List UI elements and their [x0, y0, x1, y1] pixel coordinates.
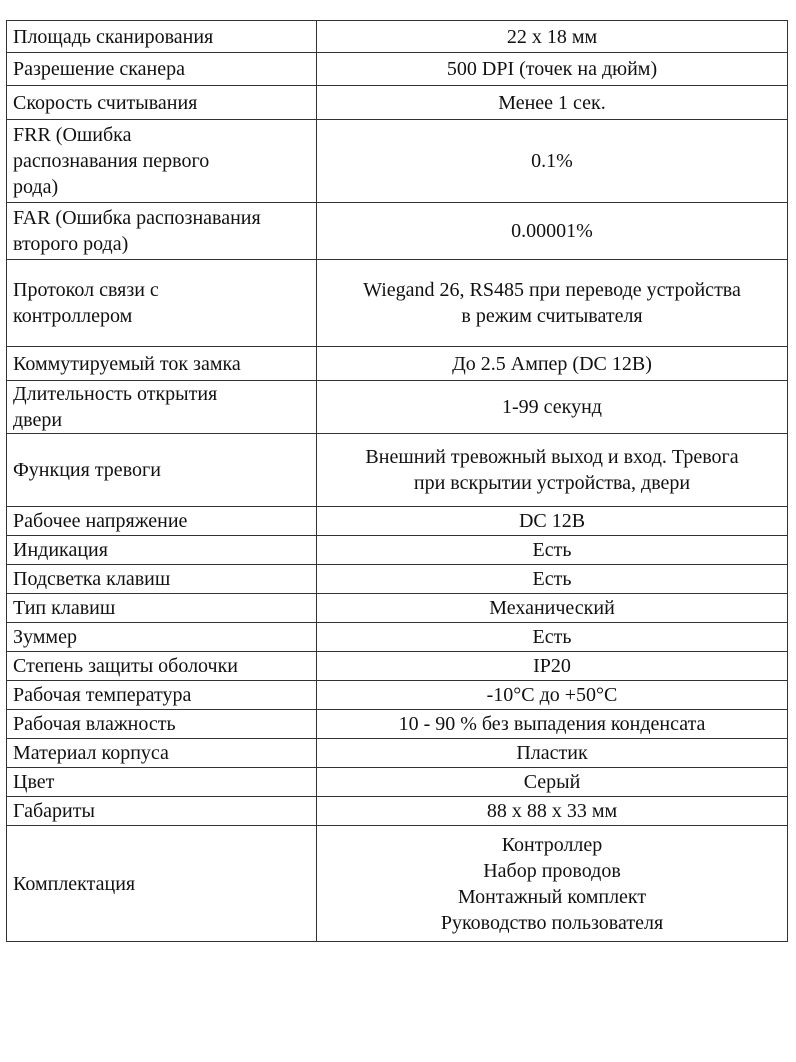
table-row [7, 826, 788, 942]
param-cell [7, 565, 317, 594]
table-row [7, 53, 788, 86]
table-row [7, 739, 788, 768]
table-row [7, 797, 788, 826]
param-label: Рабочая влажность [13, 713, 176, 735]
param-cell [7, 594, 317, 623]
value-line: Монтажный комплект [457, 885, 647, 908]
value-line: Механический [489, 597, 615, 619]
table-row [7, 120, 788, 203]
value-line: Wiegand 26, RS485 при переводе устройства [363, 279, 741, 301]
param-label: Коммутируемый ток замка [13, 352, 241, 375]
value-line: 22 x 18 мм [506, 25, 598, 48]
value-cell [317, 507, 788, 536]
param-label: Скорость считывания [13, 91, 198, 114]
param-cell [7, 347, 317, 381]
param-label: Материал корпуса [13, 742, 169, 764]
param-cell [7, 203, 317, 260]
value-cell [317, 652, 788, 681]
param-cell [7, 623, 317, 652]
param-label: Площадь сканирования [13, 25, 214, 48]
value-line: Есть [532, 626, 572, 648]
value-line: 0.00001% [511, 220, 593, 242]
value-line: Контроллер [501, 833, 603, 856]
value-line: Руководство пользователя [440, 911, 664, 934]
value-line: 88 x 88 x 33 мм [486, 800, 618, 822]
value-line: 500 DPI (точек на дюйм) [446, 58, 658, 80]
table-row [7, 434, 788, 507]
table-row [7, 536, 788, 565]
param-cell [7, 652, 317, 681]
table-row [7, 768, 788, 797]
value-line: при вскрытии устройства, двери [413, 472, 691, 494]
value-cell [317, 381, 788, 434]
param-label: Комплектация [13, 872, 136, 895]
value-cell [317, 21, 788, 53]
param-cell [7, 739, 317, 768]
param-cell [7, 768, 317, 797]
param-label: Функция тревоги [13, 459, 161, 481]
table-row [7, 21, 788, 53]
param-cell [7, 86, 317, 120]
param-cell [7, 536, 317, 565]
param-label: Рабочее напряжение [13, 510, 188, 532]
value-line: До 2.5 Ампер (DC 12В) [452, 352, 652, 375]
table-row [7, 681, 788, 710]
value-cell [317, 260, 788, 347]
value-line: Внешний тревожный выход и вход. Тревога [365, 446, 739, 468]
value-line: Менее 1 сек. [498, 91, 606, 114]
param-label: Тип клавиш [13, 597, 116, 619]
table-row [7, 594, 788, 623]
table-row [7, 507, 788, 536]
value-cell [317, 594, 788, 623]
param-cell [7, 53, 317, 86]
value-cell [317, 826, 788, 942]
param-cell [7, 21, 317, 53]
table-row [7, 347, 788, 381]
value-cell [317, 710, 788, 739]
value-line: -10°C до +50°C [486, 684, 618, 706]
param-label: FRR (Ошибка распознавания первого рода) [13, 124, 210, 198]
table-row [7, 623, 788, 652]
value-line: 10 - 90 % без выпадения конденсата [398, 713, 706, 735]
value-line: IP20 [533, 655, 571, 677]
param-cell [7, 381, 317, 434]
param-cell [7, 710, 317, 739]
value-line: в режим считывателя [461, 305, 643, 327]
param-label: Длительность открытия двери [13, 383, 218, 431]
param-cell [7, 260, 317, 347]
table-row [7, 652, 788, 681]
param-cell [7, 826, 317, 942]
table-row [7, 710, 788, 739]
value-cell [317, 623, 788, 652]
value-line: Пластик [516, 742, 588, 764]
spec-table-body [7, 21, 788, 942]
spec-table [6, 20, 788, 942]
param-cell [7, 681, 317, 710]
param-label: Зуммер [13, 626, 77, 648]
param-label: Степень защиты оболочки [13, 655, 239, 677]
value-line: DC 12В [518, 510, 586, 532]
value-cell [317, 203, 788, 260]
value-line: 0.1% [531, 150, 573, 172]
param-label: Цвет [13, 771, 55, 793]
value-line: 1-99 секунд [502, 396, 602, 418]
param-label: Индикация [13, 539, 108, 561]
value-line: Есть [532, 539, 572, 561]
param-label: FAR (Ошибка распознавания второго рода) [13, 207, 261, 255]
param-cell [7, 507, 317, 536]
value-cell [317, 53, 788, 86]
value-cell [317, 768, 788, 797]
value-cell [317, 434, 788, 507]
value-cell [317, 347, 788, 381]
value-line: Серый [523, 771, 581, 793]
value-cell [317, 86, 788, 120]
value-cell [317, 797, 788, 826]
param-cell [7, 120, 317, 203]
table-row [7, 565, 788, 594]
value-cell [317, 536, 788, 565]
value-cell [317, 739, 788, 768]
param-label: Разрешение сканера [13, 58, 185, 80]
table-row [7, 203, 788, 260]
value-cell [317, 120, 788, 203]
value-line: Набор проводов [483, 859, 621, 882]
param-label: Протокол связи с контроллером [13, 279, 159, 327]
table-row [7, 260, 788, 347]
value-cell [317, 681, 788, 710]
param-label: Рабочая температура [13, 684, 192, 706]
param-cell [7, 797, 317, 826]
param-label: Габариты [13, 800, 95, 822]
table-row [7, 381, 788, 434]
value-line: Есть [532, 568, 572, 590]
value-cell [317, 565, 788, 594]
param-cell [7, 434, 317, 507]
param-label: Подсветка клавиш [13, 568, 171, 590]
table-row [7, 86, 788, 120]
